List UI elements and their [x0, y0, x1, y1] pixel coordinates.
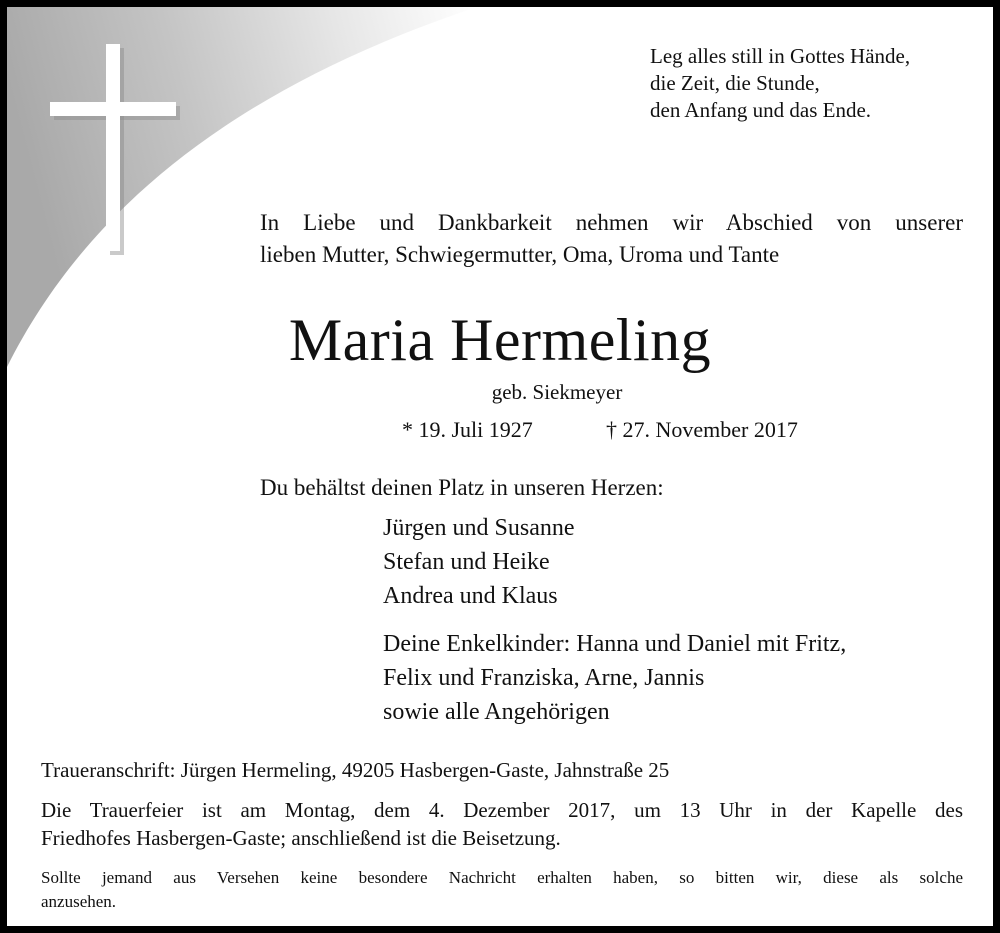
family-item: Stefan und Heike: [383, 549, 550, 575]
family-item: Andrea und Klaus: [383, 583, 558, 609]
grandchildren-line: Felix und Franziska, Arne, Jannis: [383, 665, 705, 691]
grandchildren-list: [383, 627, 846, 729]
intro-line: lieben Mutter, Schwiegermutter, Oma, Uroma und Tante: [260, 242, 780, 267]
poem-line: die Zeit, die Stunde,: [650, 71, 820, 95]
intro-text: [260, 207, 963, 271]
family-item: Jürgen und Susanne: [383, 515, 575, 541]
footnote-line: Sollte jemand aus Versehen keine besondere Nachricht erhalten haben, so bitten wir, diese als solche: [41, 868, 963, 887]
ceremony-line: Friedhofes Hasbergen-Gaste; anschließend ist die Beisetzung.: [41, 826, 561, 850]
family-list: [383, 511, 575, 613]
death-date: † 27. November 2017: [606, 417, 798, 442]
mourners-heading: Du behältst deinen Platz in unseren Herzen:: [260, 475, 664, 500]
intro-line: In Liebe und Dankbarkeit nehmen wir Abschied von unserer: [260, 210, 963, 235]
mourning-address: Traueranschrift: Jürgen Hermeling, 49205 Hasbergen-Gaste, Jahnstraße 25: [41, 758, 670, 782]
ceremony-info: [41, 796, 963, 852]
birth-date: * 19. Juli 1927: [402, 417, 533, 442]
decorative-swoosh: [7, 7, 993, 926]
poem-line: den Anfang und das Ende.: [650, 98, 872, 122]
poem: [650, 43, 910, 124]
deceased-name: Maria Hermeling: [288, 307, 712, 373]
footnote: [41, 866, 963, 914]
grandchildren-line: sowie alle Angehörigen: [383, 699, 610, 725]
grandchildren-line: Deine Enkelkinder: Hanna und Daniel mit Fritz,: [383, 631, 847, 657]
footnote-line: anzusehen.: [41, 892, 117, 911]
poem-line: Leg alles still in Gottes Hände,: [650, 44, 911, 68]
ceremony-line: Die Trauerfeier ist am Montag, dem 4. Dezember 2017, um 13 Uhr in der Kapelle des: [41, 798, 963, 822]
maiden-name: geb. Siekmeyer: [491, 380, 623, 404]
